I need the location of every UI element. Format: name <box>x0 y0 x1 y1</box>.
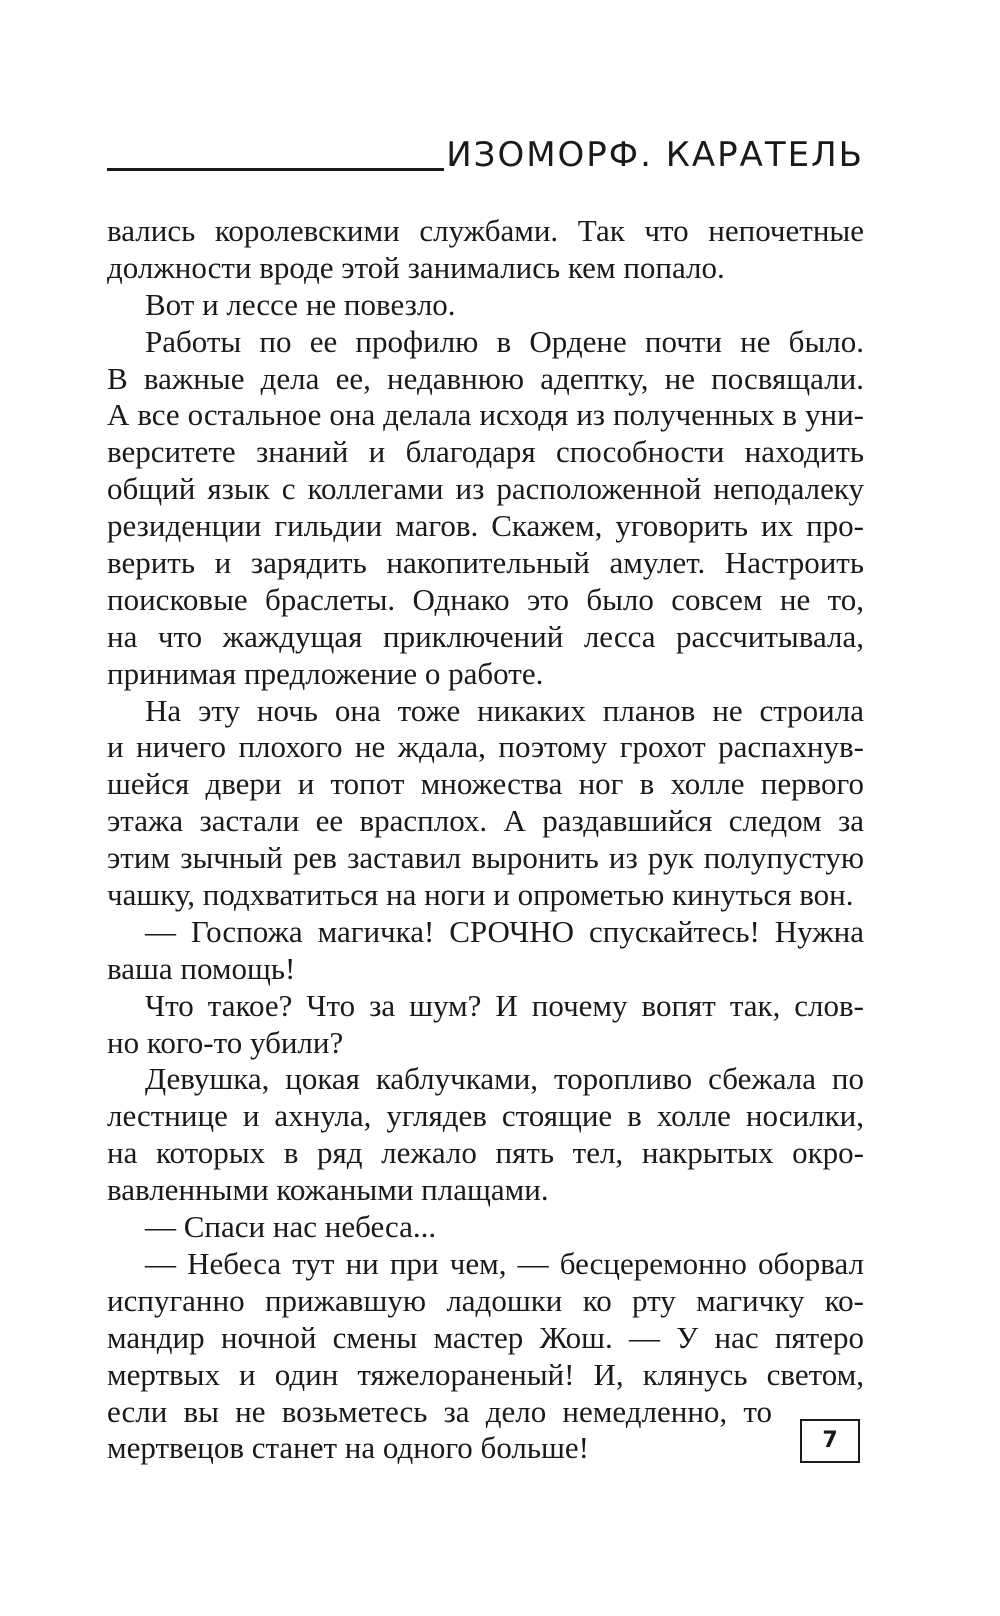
text-line: лестнице и ахнула, углядев стоящие в холле носилки, <box>107 1098 864 1134</box>
text-line: верситете знаний и благодаря способности находить <box>107 434 864 470</box>
text-line: принимая предложение о работе. <box>107 655 544 691</box>
text-line: На эту ночь она тоже никаких планов не строила <box>145 692 864 728</box>
page-number: 7 <box>800 1419 860 1463</box>
body-text <box>107 213 864 1467</box>
text-line: но кого-то убили? <box>107 1024 344 1060</box>
text-line: этим зычный рев заставил выронить из рук полупустую <box>107 840 864 876</box>
text-line: Что такое? Что за шум? И почему вопят так, слов- <box>145 987 864 1023</box>
text-line: резиденции гильдии магов. Скажем, уговорить их про- <box>107 508 864 544</box>
text-line: испуганно прижавшую ладошки ко рту магичку ко- <box>107 1282 864 1318</box>
text-line: А все остальное она делала исходя из полученных в уни- <box>107 397 864 433</box>
text-line: мертвых и один тяжелораненый! И, клянусь светом, <box>107 1356 864 1392</box>
text-line: на что жаждущая приключений лесса рассчитывала, <box>107 618 864 654</box>
text-line: В важные дела ее, недавнюю адептку, не посвящали. <box>107 360 864 396</box>
text-line: если вы не возьметесь за дело немедленно, то <box>107 1393 772 1429</box>
text-line: — Спаси нас небеса... <box>145 1209 437 1245</box>
text-line: шейся двери и топот множества ног в холле первого <box>107 766 864 802</box>
text-line: ваша помощь! <box>107 950 296 986</box>
text-line: Девушка, цокая каблучками, торопливо сбежала по <box>145 1061 864 1097</box>
text-line: должности вроде этой занимались кем попало. <box>107 249 725 285</box>
header-rule <box>107 168 444 171</box>
text-line: мертвецов станет на одного больше! <box>107 1430 589 1466</box>
text-line: этажа застали ее врасплох. А раздавшийся следом за <box>107 803 864 839</box>
book-title: ИЗОМОРФ. КАРАТЕЛЬ <box>446 135 864 175</box>
text-line: общий язык с коллегами из расположенной неподалеку <box>107 471 864 507</box>
text-line: Вот и лессе не повезло. <box>145 286 456 322</box>
text-line: поисковые браслеты. Однако это было совсем не то, <box>107 581 864 617</box>
running-header <box>107 132 864 178</box>
text-line: — Госпожа магичка! СРОЧНО спускайтесь! Нужна <box>145 913 864 949</box>
text-line: вавленными кожаными плащами. <box>107 1172 549 1208</box>
text-line: чашку, подхватиться на ноги и опрометью кинуться вон. <box>107 877 854 913</box>
text-line: вались королевскими службами. Так что непочетные <box>107 213 864 248</box>
text-line: мандир ночной смены мастер Жош. — У нас пятеро <box>107 1319 864 1355</box>
text-line: и ничего плохого не ждала, поэтому грохот распахнув- <box>107 729 864 765</box>
text-line: — Небеса тут ни при чем, — бесцеремонно оборвал <box>145 1245 864 1281</box>
text-line: на которых в ряд лежало пять тел, накрытых окро- <box>107 1135 864 1171</box>
text-line: верить и зарядить накопительный амулет. Настроить <box>107 545 864 581</box>
text-line: Работы по ее профилю в Ордене почти не было. <box>145 323 864 359</box>
